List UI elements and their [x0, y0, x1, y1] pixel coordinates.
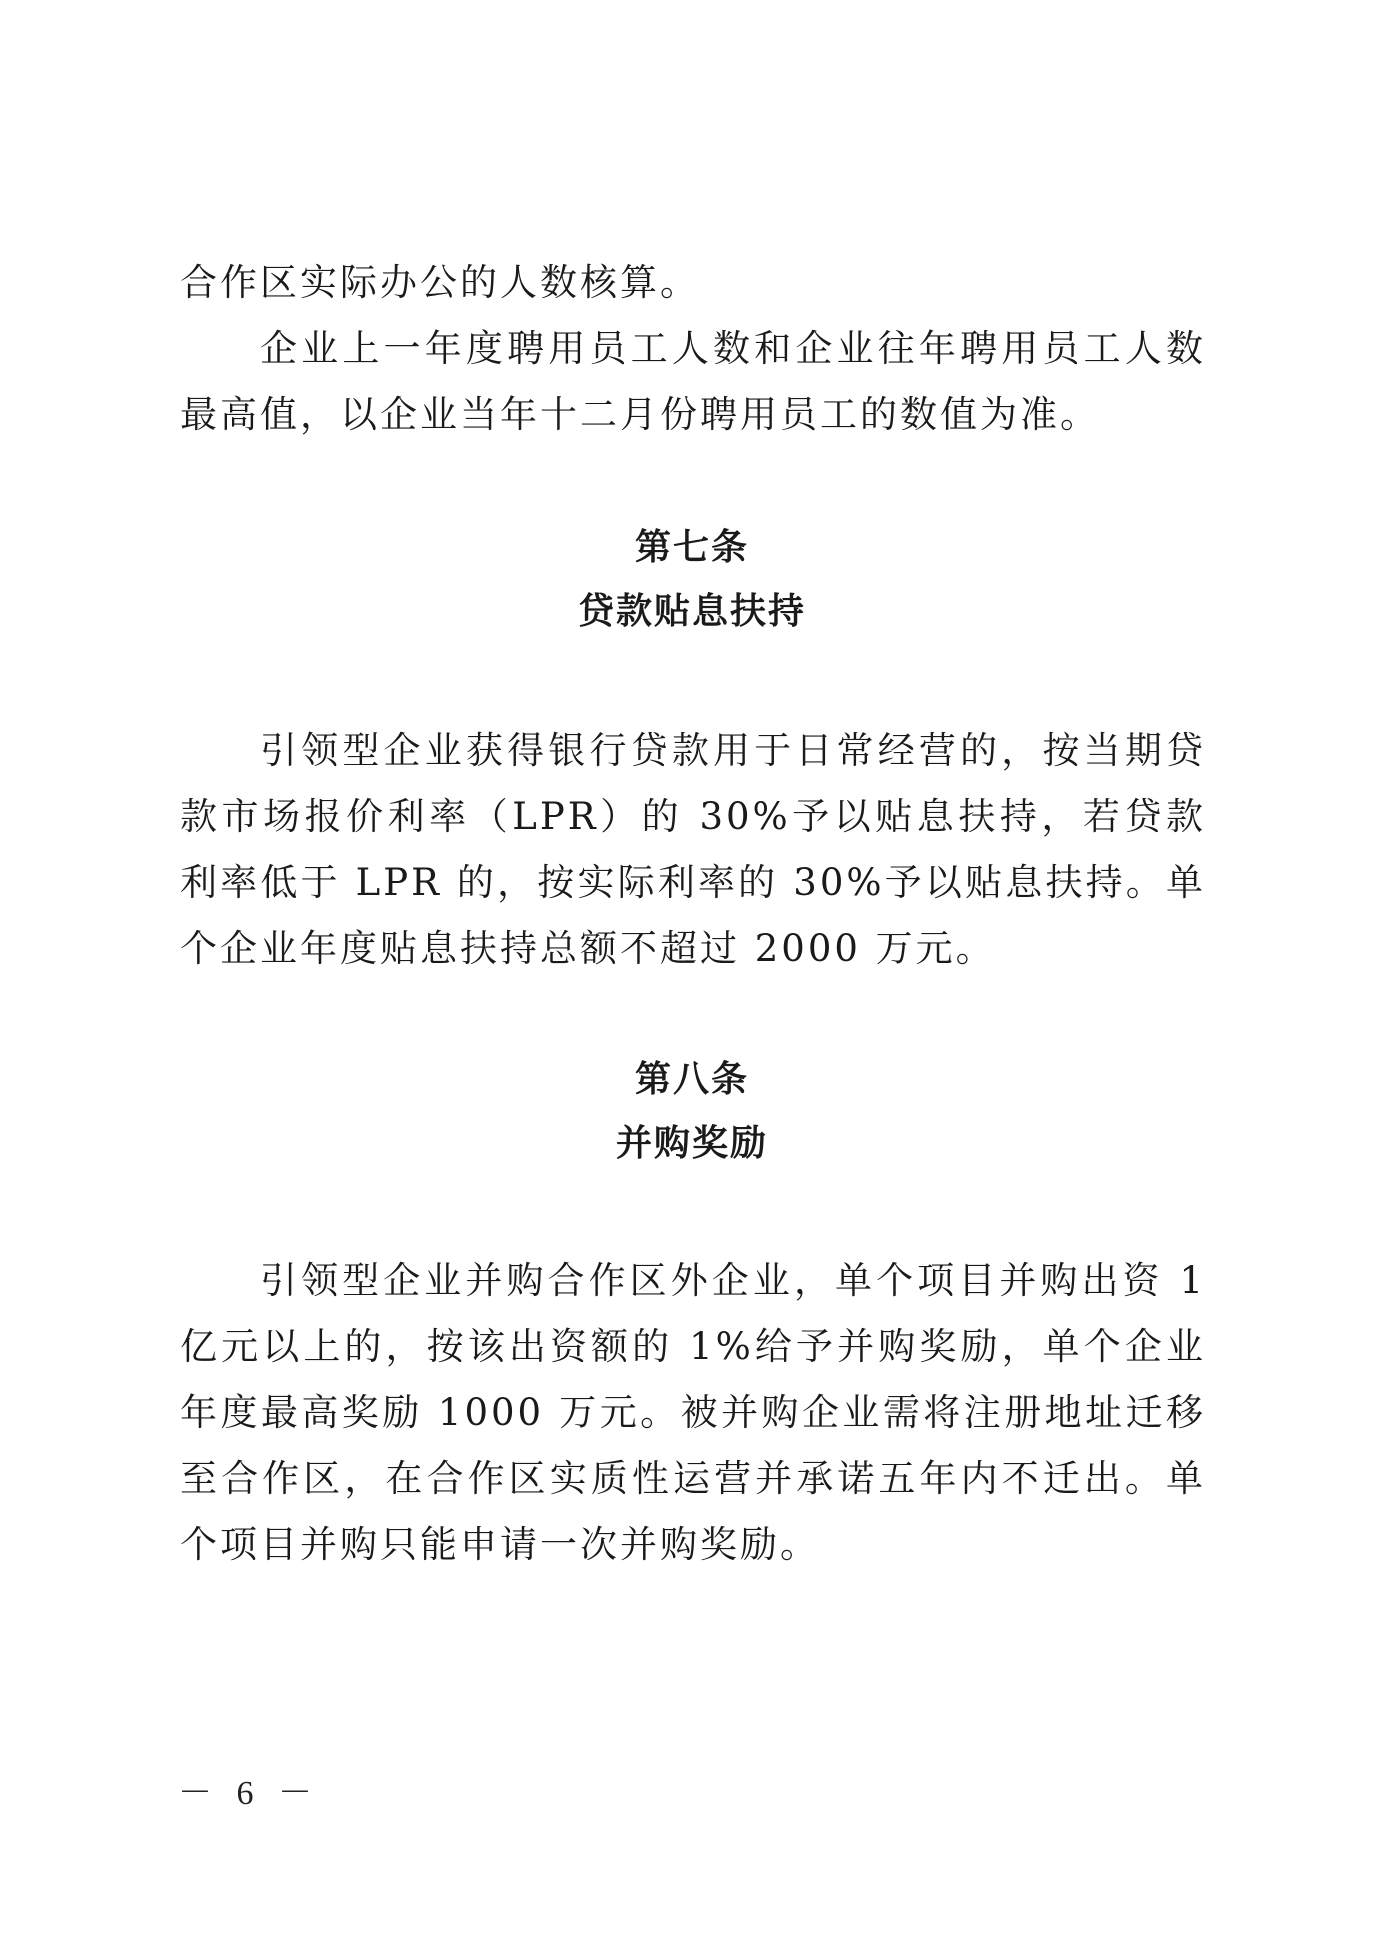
article-8-number: 第八条: [634, 1059, 749, 1100]
article-8-body: 引领型企业并购合作区外企业，单个项目并购出资 1 亿元以上的，按该出资额的 1%给予并购奖励，单个企业年度最高奖励 1000 万元。被并购企业需将注册地址迁移至合作区，在合作区实质性运营并承诺五年内不迁出。单个项目并购只能申请一次并购奖励。: [180, 1259, 1206, 1566]
paragraph-continuation: 合作区实际办公的人数核算。: [180, 261, 700, 304]
article-8-title: 并购奖励: [615, 1123, 768, 1164]
paragraph-headcount: 企业上一年度聘用员工人数和企业往年聘用员工人数最高值，以企业当年十二月份聘用员工的数值为准。: [180, 327, 1206, 436]
article-7-body: 引领型企业获得银行贷款用于日常经营的，按当期贷款市场报价利率（LPR）的 30%予以贴息扶持，若贷款利率低于 LPR 的，按实际利率的 30%予以贴息扶持。单个企业年度贴息扶持总额不超过 2000 万元。: [180, 729, 1206, 970]
page-number: － 6 －: [178, 1775, 320, 1812]
article-7-number: 第七条: [634, 527, 749, 568]
article-7-title: 贷款贴息扶持: [577, 591, 806, 632]
